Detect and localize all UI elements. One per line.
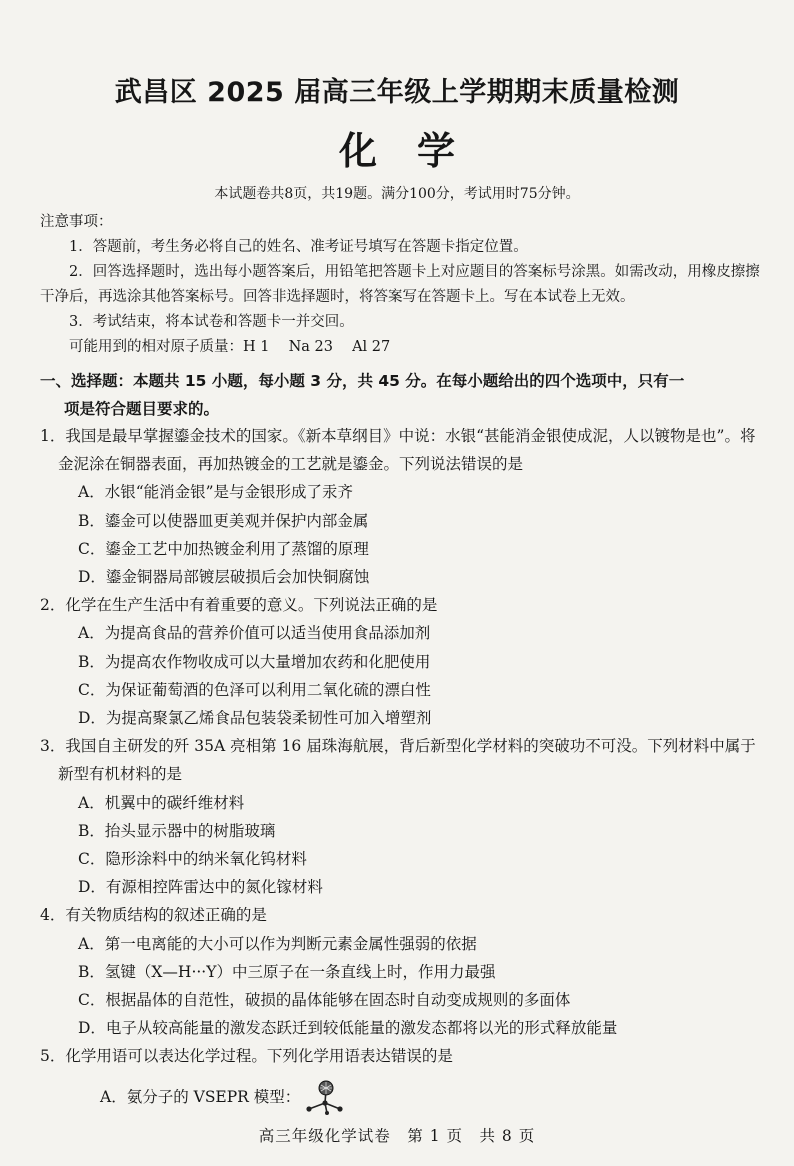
exam-title: 武昌区 2025 届高三年级上学期期末质量检测 xyxy=(114,77,680,108)
ammonia-vsepr-model-icon xyxy=(304,1079,344,1115)
note-item: 2．回答选择题时，选出每小题答案后，用铅笔把答题卡上对应题目的答案标号涂黑。如需改动，用橡皮擦擦干净后，再选涂其他答案标号。回答非选择题时，将答案写在答题卡上。写在本试卷上无效。 xyxy=(40,264,760,305)
section-heading-line: 项是符合题目要求的。 xyxy=(64,400,220,418)
question-2 xyxy=(40,591,760,732)
question-1 xyxy=(40,422,760,591)
option-d: D．为提高聚氯乙烯食品包装袋柔韧性可加入增塑剂 xyxy=(78,709,432,728)
option-b: B．氢键（X—H···Y）中三原子在一条直线上时，作用力最强 xyxy=(78,962,496,981)
question-5 xyxy=(40,1042,760,1114)
exam-info: 本试题卷共8页，共19题。满分100分，考试用时75分钟。 xyxy=(214,186,580,202)
question-stem: 4．有关物质结构的叙述正确的是 xyxy=(40,906,267,925)
notes-heading: 注意事项： xyxy=(40,214,113,230)
option-d: D．电子从较高能量的激发态跃迁到较低能量的激发态都将以光的形式释放能量 xyxy=(78,1019,618,1038)
option-a: A．水银“能消金银”是与金银形成了汞齐 xyxy=(78,483,354,502)
question-stem: 1．我国是最早掌握鎏金技术的国家。《新本草纲目》中说：水银“甚能消金银使成泥，人以镀物是也”。将金泥涂在铜器表面，再加热镀金的工艺就是鎏金。下列说法错误的是 xyxy=(40,427,756,474)
note-item: 3．考试结束，将本试卷和答题卡一并交回。 xyxy=(69,314,354,330)
question-4 xyxy=(40,901,760,1042)
option-b: B．抬头显示器中的树脂玻璃 xyxy=(78,821,276,840)
option-a: A．第一电离能的大小可以作为判断元素金属性强弱的依据 xyxy=(78,934,477,953)
question-list xyxy=(40,422,760,1115)
option-c: C．鎏金工艺中加热镀金利用了蒸馏的原理 xyxy=(78,539,369,558)
note-item: 1．答题前，考生务必将自己的姓名、准考证号填写在答题卡指定位置。 xyxy=(69,239,528,255)
page-footer: 高三年级化学试卷 第 1 页 共 8 页 xyxy=(258,1127,536,1145)
option-a: A．机翼中的碳纤维材料 xyxy=(78,793,245,812)
question-stem: 2．化学在生产生活中有着重要的意义。下列说法正确的是 xyxy=(40,596,438,615)
option-d: D．有源相控阵雷达中的氮化镓材料 xyxy=(78,878,323,897)
option-c: C．为保证葡萄酒的色泽可以利用二氧化硫的漂白性 xyxy=(78,680,431,699)
question-3 xyxy=(40,732,760,901)
option-c: C．隐形涂料中的纳米氧化钨材料 xyxy=(78,850,307,869)
notes-block xyxy=(40,210,760,360)
option-a-label: A．氨分子的 VSEPR 模型： xyxy=(100,1087,301,1106)
option-b: B．鎏金可以使器皿更美观并保护内部金属 xyxy=(78,511,369,530)
option-a xyxy=(40,1079,760,1115)
atomic-masses: 可能用到的相对原子质量：H 1 Na 23 Al 27 xyxy=(69,339,391,355)
option-b: B．为提高农作物收成可以大量增加农药和化肥使用 xyxy=(78,652,431,671)
option-d: D．鎏金铜器局部镀层破损后会加快铜腐蚀 xyxy=(78,568,370,587)
question-stem: 5．化学用语可以表达化学过程。下列化学用语表达错误的是 xyxy=(40,1047,453,1066)
subject-title: 化学 xyxy=(338,129,495,173)
section-heading xyxy=(40,367,764,423)
question-stem: 3．我国自主研发的歼 35A 亮相第 16 届珠海航展，背后新型化学材料的突破功不可没。下列材料中属于新型有机材料的是 xyxy=(40,737,756,784)
section-heading-line: 一、选择题：本题共 15 小题，每小题 3 分，共 45 分。在每小题给出的四个选项中，只有一 xyxy=(40,372,685,390)
option-c: C．根据晶体的自范性，破损的晶体能够在固态时自动变成规则的多面体 xyxy=(78,991,571,1010)
option-a: A．为提高食品的营养价值可以适当使用食品添加剂 xyxy=(78,624,431,643)
